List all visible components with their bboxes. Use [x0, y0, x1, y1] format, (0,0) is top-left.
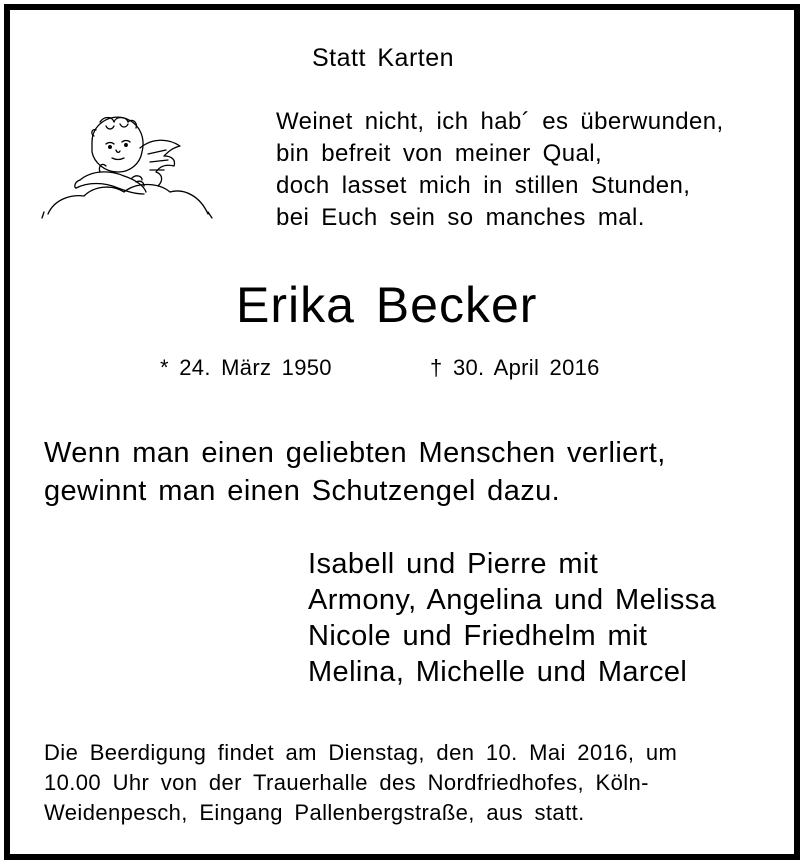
family-signatures: [308, 546, 716, 690]
funeral-line: Die Beerdigung findet am Dienstag, den 10. Mai 2016, um: [44, 740, 678, 765]
quote-line: gewinnt man einen Schutzengel dazu.: [44, 475, 561, 507]
poem-line: Weinet nicht, ich hab´ es überwunden,: [276, 108, 724, 135]
family-line: Nicole und Friedhelm mit: [308, 620, 648, 652]
death-date: † 30. April 2016: [430, 355, 600, 380]
family-line: Isabell und Pierre mit: [308, 548, 599, 580]
poem: [276, 106, 724, 234]
poem-line: doch lasset mich in stillen Stunden,: [276, 172, 691, 199]
poem-line: bin befreit von meiner Qual,: [276, 140, 603, 167]
quote-line: Wenn man einen geliebten Menschen verliert,: [44, 437, 666, 469]
birth-date: * 24. März 1950: [160, 355, 332, 380]
family-line: Armony, Angelina und Melissa: [308, 584, 717, 616]
poem-line: bei Euch sein so manches mal.: [276, 204, 645, 231]
funeral-line: Weidenpesch, Eingang Pallenbergstraße, aus statt.: [44, 800, 585, 825]
funeral-line: 10.00 Uhr von der Trauerhalle des Nordfriedhofes, Köln-: [44, 770, 649, 795]
angel-icon: [40, 108, 220, 220]
quote: [44, 434, 666, 510]
deceased-name: Erika Becker: [236, 277, 538, 333]
header-statt-karten: Statt Karten: [312, 44, 455, 72]
family-line: Melina, Michelle und Marcel: [308, 656, 688, 688]
funeral-info: [44, 738, 677, 828]
